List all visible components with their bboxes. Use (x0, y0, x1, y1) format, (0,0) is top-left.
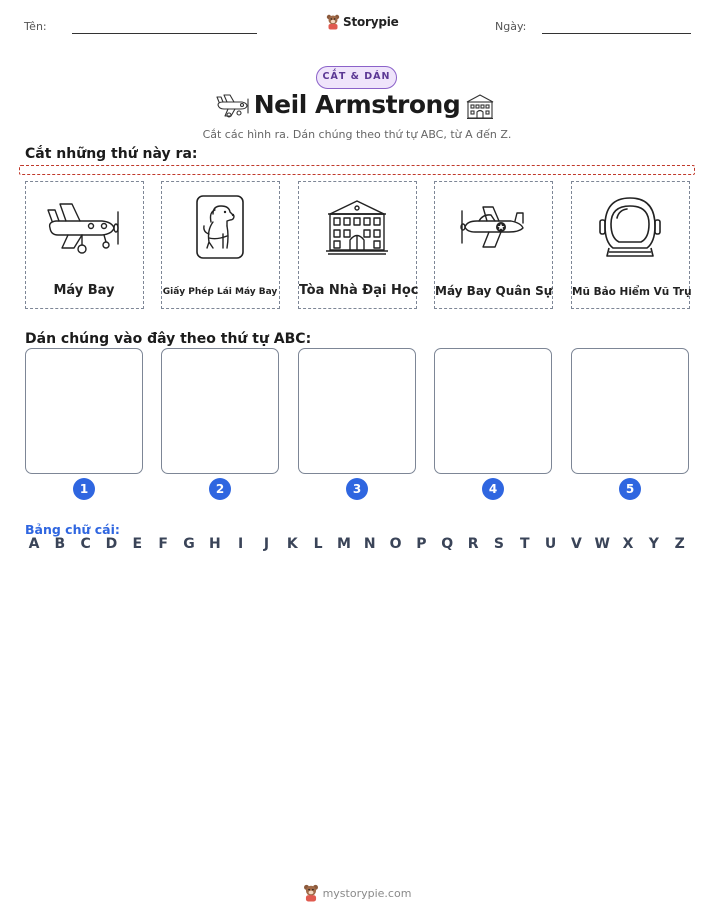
paste-slot[interactable] (434, 348, 552, 474)
alphabet-letter: D (105, 536, 118, 552)
page-title: Neil Armstrong (253, 90, 461, 119)
alphabet-letter: C (80, 536, 91, 552)
slot-number: 5 (619, 478, 641, 500)
alphabet-letter: U (544, 536, 557, 552)
alphabet-heading: Bảng chữ cái: (25, 522, 120, 537)
footer (0, 884, 714, 902)
airplane-icon (44, 198, 124, 256)
alphabet-letter: F (158, 536, 168, 552)
alphabet-letter: I (238, 536, 244, 552)
card-label: Mũ Bảo Hiểm Vũ Trụ (572, 286, 692, 298)
slot-number: 3 (346, 478, 368, 500)
cut-line (19, 165, 695, 175)
slot-number: 4 (482, 478, 504, 500)
dog-license-card-icon (195, 194, 245, 260)
alphabet-letter: T (519, 536, 530, 552)
alphabet-letter: H (208, 536, 221, 552)
alphabet-letter: S (493, 536, 504, 552)
university-building-icon (465, 93, 495, 125)
cutout-card[interactable] (161, 181, 280, 309)
university-building-icon (324, 198, 390, 256)
alphabet-letter: R (467, 536, 479, 552)
slot-number: 1 (73, 478, 95, 500)
alphabet-letter: X (622, 536, 634, 552)
alphabet-letter: E (132, 536, 143, 552)
date-label: Ngày: (495, 20, 527, 33)
military-plane-icon (457, 201, 529, 253)
bear-mascot-icon (303, 884, 319, 902)
instructions: Cắt các hình ra. Dán chúng theo thứ tự ABC, từ A đến Z. (202, 128, 512, 141)
cut-paste-badge: CẮT & DÁN (316, 66, 397, 89)
alphabet-letter: Y (648, 536, 659, 552)
bear-mascot-icon (326, 14, 340, 30)
card-label: Giấy Phép Lái Máy Bay (162, 287, 278, 297)
date-field-line[interactable] (542, 33, 691, 34)
alphabet-row (25, 536, 689, 552)
alphabet-letter: P (416, 536, 427, 552)
alphabet-letter: W (594, 536, 610, 552)
paste-slot[interactable] (25, 348, 143, 474)
name-label: Tên: (24, 20, 47, 33)
brand-name: Storypie (343, 15, 399, 29)
space-helmet-icon (597, 192, 663, 262)
card-label: Tòa Nhà Đại Học (299, 283, 419, 298)
slot-number: 2 (209, 478, 231, 500)
alphabet-letter: V (570, 536, 582, 552)
alphabet-letter: O (389, 536, 402, 552)
alphabet-letter: A (28, 536, 40, 552)
alphabet-letter: Q (441, 536, 454, 552)
footer-url[interactable]: mystorypie.com (322, 886, 412, 900)
alphabet-letter: L (313, 536, 323, 552)
brand-logo (326, 14, 399, 30)
card-label: Máy Bay (53, 283, 115, 298)
alphabet-letter: N (363, 536, 376, 552)
alphabet-letter: M (336, 536, 351, 552)
name-field-line[interactable] (72, 33, 257, 34)
alphabet-letter: J (263, 536, 270, 552)
paste-heading: Dán chúng vào đây theo thứ tự ABC: (25, 331, 312, 347)
paste-slot[interactable] (571, 348, 689, 474)
alphabet-letter: K (286, 536, 298, 552)
alphabet-letter: G (183, 536, 195, 552)
cutout-card[interactable] (25, 181, 144, 309)
cutout-card[interactable] (298, 181, 417, 309)
cut-heading: Cắt những thứ này ra: (25, 146, 198, 162)
paste-slot[interactable] (298, 348, 416, 474)
cutout-card[interactable] (434, 181, 553, 309)
paste-slot[interactable] (161, 348, 279, 474)
card-label: Máy Bay Quân Sự (435, 284, 553, 298)
alphabet-letter: Z (674, 536, 685, 552)
alphabet-letter: B (54, 536, 66, 552)
cutout-card[interactable] (571, 181, 690, 309)
